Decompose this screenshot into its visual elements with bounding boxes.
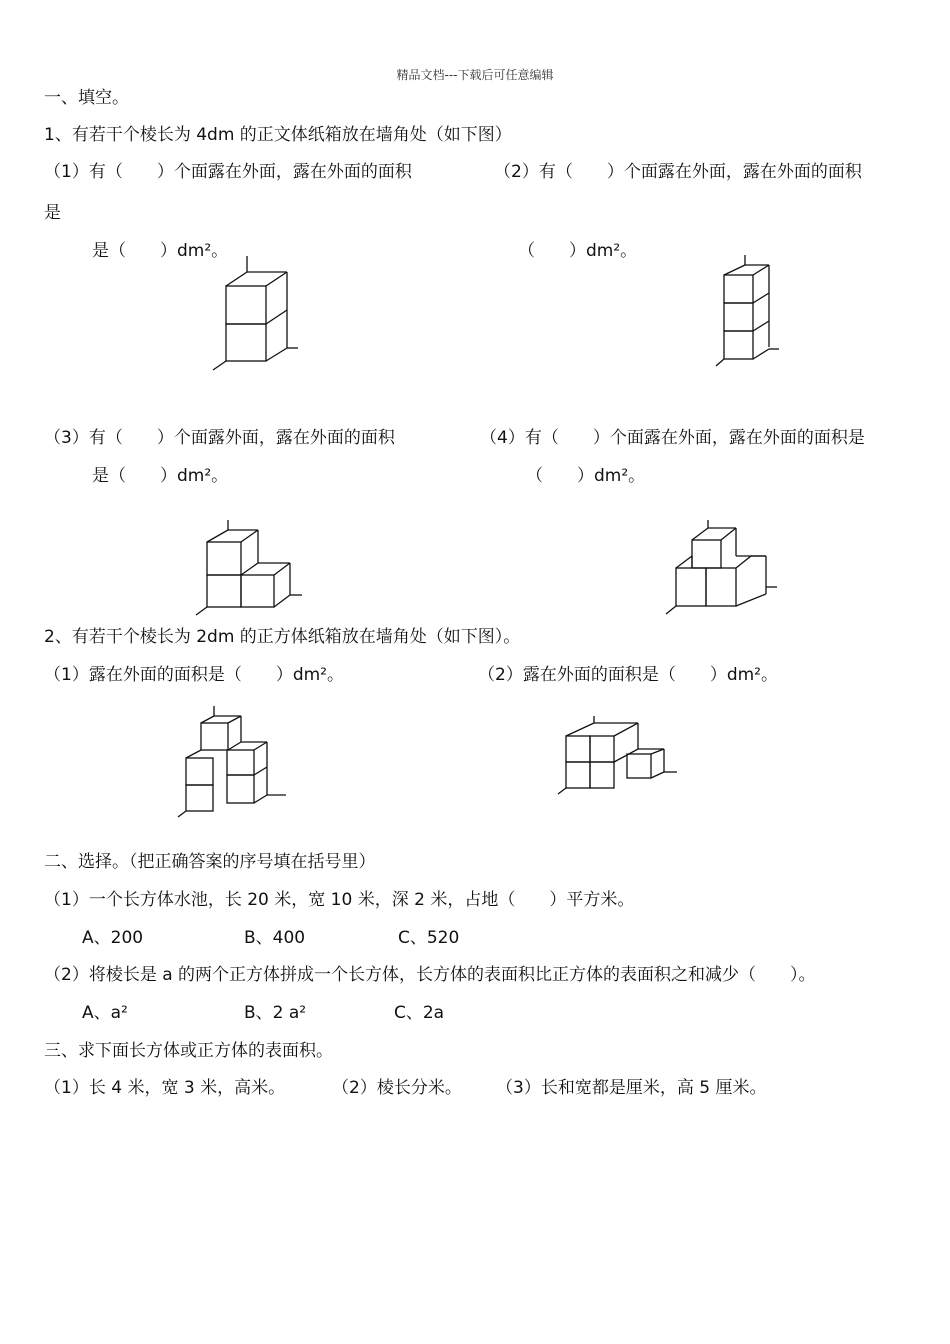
question-stem: 2、有若干个棱长为 2dm 的正方体纸箱放在墙角处（如下图）。 [44,627,521,647]
option-a: A、200 [82,928,144,948]
subquestion-text: （2）露在外面的面积是（ ）dm²。 [478,665,778,685]
option-c: C、520 [398,928,460,948]
subquestion-text: （4）有（ ）个面露在外面，露在外面的面积是 [480,428,865,448]
page-header: 精品文档---下载后可任意编辑 [396,68,554,82]
section-title: 二、选择。（把正确答案的序号填在括号里） [44,852,376,872]
option-a: A、a² [82,1003,128,1023]
option-b: B、400 [244,928,306,948]
option-c: C、2a [394,1003,445,1023]
subquestion-text: （ ）dm²。 [526,466,646,486]
subquestion-text: 是（ ）dm²。 [92,466,229,486]
section-title: 三、求下面长方体或正方体的表面积。 [44,1041,333,1061]
subquestion-text: （1）露在外面的面积是（ ）dm²。 [44,665,344,685]
subquestion-text: 是（ ）dm²。 [92,241,229,261]
question-stem: （2）将棱长是 a 的两个正方体拼成一个长方体，长方体的表面积比正方体的表面积之和减少（ ）。 [44,965,816,985]
question-stem: 1、有若干个棱长为 4dm 的正文体纸箱放在墙角处（如下图） [44,125,512,145]
section-title: 一、填空。 [44,88,129,108]
problem-item: （1）长 4 米，宽 3 米，高米。 [44,1078,286,1098]
problem-item: （2）棱长分米。 [332,1078,462,1098]
option-b: B、2 a² [244,1003,307,1023]
subquestion-text: （3）有（ ）个面露外面，露在外面的面积 [44,428,395,448]
wrapped-text: 是 [44,203,61,223]
question-stem: （1）一个长方体水池，长 20 米，宽 10 米，深 2 米，占地（ ）平方米。 [44,890,635,910]
subquestion-text: （ ）dm²。 [518,241,638,261]
subquestion-text: （1）有（ ）个面露在外面，露在外面的面积 [44,162,412,182]
problem-item: （3）长和宽都是厘米，高 5 厘米。 [496,1078,767,1098]
subquestion-text: （2）有（ ）个面露在外面，露在外面的面积 [494,162,862,182]
